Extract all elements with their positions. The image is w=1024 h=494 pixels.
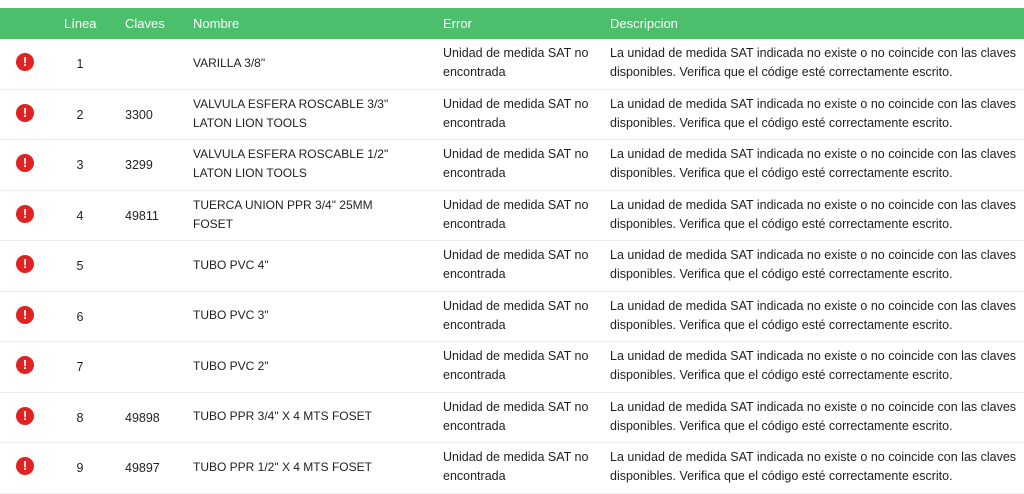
row-nombre: VALVULA ESFERA ROSCABLE 1/2" LATON LION TOOLS	[193, 147, 389, 180]
row-descripcion: La unidad de medida SAT indicada no existe o no coincide con las claves disponibles. Verifica que el código esté correctamente escrito.	[610, 197, 1017, 231]
table-row	[0, 241, 1024, 292]
column-header-descripcion[interactable]: Descripcion	[610, 16, 678, 31]
error-icon: !	[16, 53, 34, 71]
row-descripcion: La unidad de medida SAT indicada no existe o no coincide con las claves disponibles. Verifica que el código esté correctamente escrito.	[610, 298, 1017, 332]
row-descripcion: La unidad de medida SAT indicada no existe o no coincide con las claves disponibles. Verifica que el código esté correctamente escrito.	[610, 96, 1017, 130]
row-claves: 49898	[125, 410, 160, 425]
row-descripcion: La unidad de medida SAT indicada no existe o no coincide con las claves disponibles. Verifica que el código esté correctamente escrito.	[610, 147, 1017, 180]
error-icon: !	[16, 356, 34, 374]
row-claves: 3299	[125, 158, 153, 172]
row-error: Unidad de medida SAT no encontrada	[443, 298, 589, 332]
row-nombre: TUBO PVC 2"	[193, 358, 269, 373]
row-descripcion: La unidad de medida SAT indicada no existe o no coincide con las claves disponibles. Verifica que el código esté correctamente escrito.	[610, 399, 1017, 433]
table-row	[0, 90, 1024, 141]
row-claves: 49897	[125, 461, 160, 475]
row-error: Unidad de medida SAT no encontrada	[443, 197, 589, 231]
table-row	[0, 191, 1024, 242]
error-icon: !	[16, 104, 34, 122]
row-linea: 5	[76, 259, 84, 273]
row-claves: 3300	[125, 107, 153, 122]
row-nombre: TUBO PVC 3"	[193, 308, 269, 322]
row-descripcion: La unidad de medida SAT indicada no existe o no coincide con las claves disponibles. Verifica que el código esté correctamente escrito.	[610, 349, 1017, 382]
column-header-claves[interactable]: Claves	[125, 16, 165, 31]
table-row	[0, 140, 1024, 191]
row-linea: 1	[76, 57, 84, 71]
row-error: Unidad de medida SAT no encontrada	[443, 248, 589, 281]
error-icon: !	[16, 255, 34, 273]
table-body	[0, 39, 1024, 494]
row-descripcion: La unidad de medida SAT indicada no existe o no coincide con las claves disponibles. Verifica que el código esté correctamente escrito.	[610, 450, 1017, 483]
row-descripcion: La unidad de medida SAT indicada no existe o no coincide con las claves disponibles. Verifica que el código esté correctamente escrito.	[610, 248, 1017, 281]
table-row	[0, 393, 1024, 444]
row-linea: 7	[76, 360, 84, 374]
row-nombre: TUERCA UNION PPR 3/4" 25MM FOSET	[193, 197, 373, 231]
row-linea: 9	[76, 461, 84, 475]
row-error: Unidad de medida SAT no encontrada	[443, 450, 589, 483]
row-error: Unidad de medida SAT no encontrada	[443, 399, 589, 433]
row-linea: 3	[76, 158, 84, 172]
row-error: Unidad de medida SAT no encontrada	[443, 147, 589, 180]
row-linea: 6	[76, 309, 84, 324]
column-header-error[interactable]: Error	[443, 16, 472, 31]
table-header	[0, 8, 1024, 39]
row-linea: 8	[76, 410, 84, 425]
row-error: Unidad de medida SAT no encontrada	[443, 349, 589, 382]
row-claves: 49811	[125, 208, 159, 223]
row-linea: 4	[76, 208, 84, 223]
row-nombre: TUBO PPR 1/2" X 4 MTS FOSET	[193, 459, 372, 474]
error-icon: !	[16, 407, 34, 425]
column-header-nombre[interactable]: Nombre	[193, 16, 240, 31]
error-icon: !	[16, 154, 34, 172]
error-icon: !	[16, 457, 34, 475]
row-nombre: TUBO PVC 4"	[193, 257, 269, 272]
table-row	[0, 443, 1024, 494]
row-error: Unidad de medida SAT no encontrada	[443, 46, 589, 79]
error-icon: !	[16, 306, 34, 324]
row-error: Unidad de medida SAT no encontrada	[443, 96, 589, 130]
table-row	[0, 292, 1024, 343]
table-row	[0, 342, 1024, 393]
error-icon: !	[16, 205, 34, 223]
table-row	[0, 39, 1024, 90]
row-descripcion: La unidad de medida SAT indicada no existe o no coincide con las claves disponibles. Verifica que el códige esté correctamente escrito.	[610, 46, 1017, 79]
row-nombre: TUBO PPR 3/4" X 4 MTS FOSET	[193, 409, 372, 423]
row-linea: 2	[76, 107, 84, 122]
row-nombre: VARILLA 3/8"	[193, 55, 266, 70]
row-nombre: VALVULA ESFERA ROSCABLE 3/3" LATON LION TOOLS	[193, 96, 389, 130]
column-header-linea[interactable]: Línea	[64, 16, 97, 31]
